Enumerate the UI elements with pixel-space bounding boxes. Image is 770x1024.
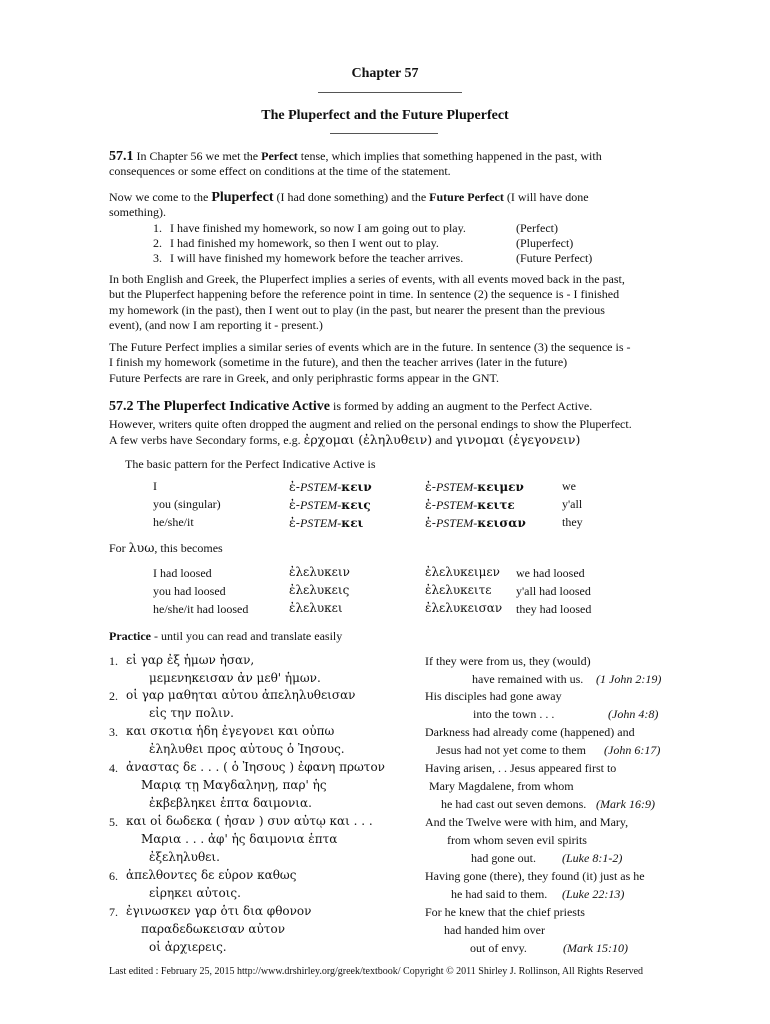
practice-english: For he knew that the chief priests — [425, 905, 585, 919]
text-run: (I had done something) and the — [273, 190, 430, 204]
luo-greek: ἐλελυκεις — [289, 583, 350, 597]
practice-greek: ἀναστας δε . . . ( ὁ Ἰησους ) ἐφανη πρωτον — [126, 760, 385, 774]
example-text: I have finished my homework, so now I am going out to play. — [170, 221, 466, 235]
luo-greek: ἐλελυκει — [289, 601, 343, 615]
practice-heading: Practice - until you can read and translate easily — [109, 629, 343, 643]
future-perfect-paragraph — [109, 340, 661, 386]
text-run: Future Perfects are rare in Greek, and only periphrastic forms appear in the GNT. — [109, 370, 499, 385]
section-57-2-paragraph — [109, 398, 661, 449]
practice-greek: ἐκβεβληκει ἑπτα δαιμονια. — [149, 796, 312, 810]
text-run: but the Pluperfect happening before the reference point in time. In sentence (2) the sequence is - I finished — [109, 287, 620, 302]
pattern-singular: ἐ-PSTEM-κει — [289, 515, 364, 530]
practice-number: 1. — [109, 654, 118, 668]
section-number: 57.1 — [109, 149, 134, 164]
luo-english-plural: they had loosed — [516, 602, 592, 616]
practice-number: 2. — [109, 689, 118, 703]
scripture-reference: (Luke 8:1-2) — [562, 851, 623, 865]
luo-english-plural: y'all had loosed — [516, 584, 591, 598]
term-perfect: Perfect — [261, 149, 298, 163]
practice-english: he had said to them. — [451, 887, 548, 901]
practice-greek: οἱ γαρ μαθηται αὐτου ἀπεληλυθεισαν — [126, 688, 356, 702]
practice-number: 7. — [109, 905, 118, 919]
practice-greek: ἀπελθοντες δε εὑρον καθως — [126, 868, 297, 882]
term-pluperfect: Pluperfect — [211, 190, 274, 205]
scripture-reference: (1 John 2:19) — [596, 672, 662, 686]
pattern-singular: ἐ-PSTEM-κειν — [289, 479, 372, 494]
example-text: I will have finished my homework before the teacher arrives. — [170, 251, 464, 265]
pattern-plural-person: they — [562, 515, 583, 529]
greek-example: γινομαι (ἐγεγονειν) — [455, 432, 581, 447]
text-run: something). — [109, 205, 166, 220]
luo-english-plural: we had loosed — [516, 566, 585, 580]
practice-english: had handed him over — [444, 923, 545, 937]
luo-greek: ἐλελυκειν — [289, 565, 350, 579]
practice-greek: ἐληλυθει προς αὐτους ὁ Ἰησους. — [149, 742, 345, 756]
practice-greek: και σκοτια ἡδη ἐγεγονει και οὐπω — [126, 724, 335, 738]
practice-greek: ἐξεληλυθει. — [149, 850, 220, 864]
practice-greek: εἰρηκει αὐτοις. — [149, 886, 241, 900]
practice-greek: Μαρια . . . ἀφ' ἡς δαιμονια ἑπτα — [141, 832, 338, 846]
practice-english: Having gone (there), they found (it) just as he — [425, 869, 645, 883]
greek-example: ἐρχομαι (ἐληλυθειν) — [303, 432, 433, 447]
practice-number: 6. — [109, 869, 118, 883]
text-run: (I will have done — [503, 190, 589, 204]
practice-english: Having arisen, . . Jesus appeared first to — [425, 761, 617, 775]
chapter-title: Chapter 57 — [351, 66, 419, 81]
pattern-person: I — [153, 479, 157, 493]
text-run: The Future Perfect implies a similar series of events which are in the future. In sentence (3) the sequence is - — [109, 340, 631, 354]
section-57-1-paragraph — [109, 149, 661, 180]
practice-english: Darkness had already come (happened) and — [425, 725, 635, 739]
page-title: The Pluperfect and the Future Pluperfect — [261, 108, 509, 123]
practice-greek: μεμενηκεισαν ἀν μεθ' ἡμων. — [149, 671, 321, 685]
practice-greek: οἱ ἀρχιερεις. — [149, 940, 227, 954]
practice-greek: εἰς την πολιν. — [149, 706, 234, 720]
section-heading: 57.2 The Pluperfect Indicative Active — [109, 399, 330, 414]
example-label: (Pluperfect) — [516, 236, 574, 250]
practice-english: from whom seven evil spirits — [447, 833, 587, 847]
practice-english: have remained with us. — [472, 672, 584, 686]
text-run: my homework (in the past), then I went out to play (in the past, but nearer the present than the previous — [109, 302, 605, 317]
practice-number: 3. — [109, 725, 118, 739]
pattern-plural: ἐ-PSTEM-κεισαν — [425, 515, 526, 530]
pattern-plural: ἐ-PSTEM-κειμεν — [425, 479, 524, 494]
pattern-intro: The basic pattern for the Perfect Indicative Active is — [125, 457, 376, 471]
pattern-person: he/she/it — [153, 515, 194, 529]
practice-english: His disciples had gone away — [425, 689, 562, 703]
pattern-plural-person: y'all — [562, 497, 583, 511]
luo-greek-plural: ἐλελυκειμεν — [425, 565, 500, 579]
example-text: I had finished my homework, so then I went out to play. — [170, 236, 439, 250]
text-run: Now we come to the — [109, 190, 212, 204]
practice-english: into the town . . . — [473, 707, 555, 721]
practice-greek: παραδεδωκεισαν αὐτον — [141, 922, 285, 936]
scripture-reference: (John 4:8) — [608, 707, 659, 721]
practice-greek: και οἱ δωδεκα ( ἠσαν ) συν αὐτῳ και . . . — [126, 814, 373, 828]
pluperfect-intro-paragraph — [109, 190, 661, 221]
pattern-plural-person: we — [562, 479, 576, 493]
title-divider-top — [318, 92, 462, 93]
text-run: tense, which implies that something happened in the past, with — [297, 149, 602, 163]
practice-english: Mary Magdalene, from whom — [429, 779, 574, 793]
text-run: consequences or some effect on conditions at the time of the statement. — [109, 164, 451, 179]
scripture-reference: (Luke 22:13) — [562, 887, 625, 901]
practice-english: Jesus had not yet come to them — [436, 743, 586, 757]
example-label: (Future Perfect) — [516, 251, 593, 265]
text-run: In both English and Greek, the Pluperfect implies a series of events, with all events moved back in the past, — [109, 272, 625, 286]
practice-number: 4. — [109, 761, 118, 775]
luo-greek-plural: ἐλελυκειτε — [425, 583, 492, 597]
practice-english: out of envy. — [470, 941, 527, 955]
practice-english: he had cast out seven demons. — [441, 797, 587, 811]
luo-english: I had loosed — [153, 566, 212, 580]
text-run: A few verbs have Secondary forms, e.g. — [109, 433, 304, 447]
practice-english: And the Twelve were with him, and Mary, — [425, 815, 629, 829]
example-number: 2. — [153, 236, 162, 250]
text-run: event), (and now I am reporting it - present.) — [109, 317, 323, 332]
text-run: is formed by adding an augment to the Perfect Active. — [330, 399, 593, 413]
example-number: 3. — [153, 251, 162, 265]
text-run: and — [432, 433, 456, 447]
scripture-reference: (Mark 15:10) — [563, 941, 628, 955]
example-label: (Perfect) — [516, 221, 558, 235]
practice-greek: εἰ γαρ ἐξ ἡμων ἠσαν, — [126, 653, 255, 667]
practice-greek: Μαριᾳ τῃ Μαγδαληνῃ, παρ' ἡς — [141, 778, 327, 792]
footer: Last edited : February 25, 2015 http://www.drshirley.org/greek/textbook/ Copyright © 2011 Shirley J. Rollinson, All Rights Reserved — [109, 966, 644, 977]
pattern-plural: ἐ-PSTEM-κειτε — [425, 497, 515, 512]
text-run: I finish my homework (sometime in the future), and then the teacher arrives (later in the future) — [109, 355, 568, 370]
practice-english: If they were from us, they (would) — [425, 654, 591, 668]
practice-english: had gone out. — [471, 851, 536, 865]
luo-english: he/she/it had loosed — [153, 602, 249, 616]
luo-english: you had loosed — [153, 584, 226, 598]
scripture-reference: (John 6:17) — [604, 743, 661, 757]
text-run: However, writers quite often dropped the augment and relied on the personal endings to show the Pluperfect. — [109, 416, 632, 431]
term-future-perfect: Future Perfect — [429, 190, 504, 204]
title-divider-bottom — [330, 133, 438, 134]
scripture-reference: (Mark 16:9) — [596, 797, 655, 811]
text-run: In Chapter 56 we met the — [136, 149, 262, 163]
sequence-paragraph — [109, 272, 661, 333]
pattern-person: you (singular) — [153, 497, 221, 511]
luo-greek-plural: ἐλελυκεισαν — [425, 601, 503, 615]
practice-number: 5. — [109, 815, 118, 829]
example-number: 1. — [153, 221, 162, 235]
for-luo-line: For λυω, this becomes — [109, 540, 223, 555]
practice-greek: ἐγινωσκεν γαρ ὁτι δια φθονον — [126, 904, 312, 918]
pattern-singular: ἐ-PSTEM-κεις — [289, 497, 371, 512]
